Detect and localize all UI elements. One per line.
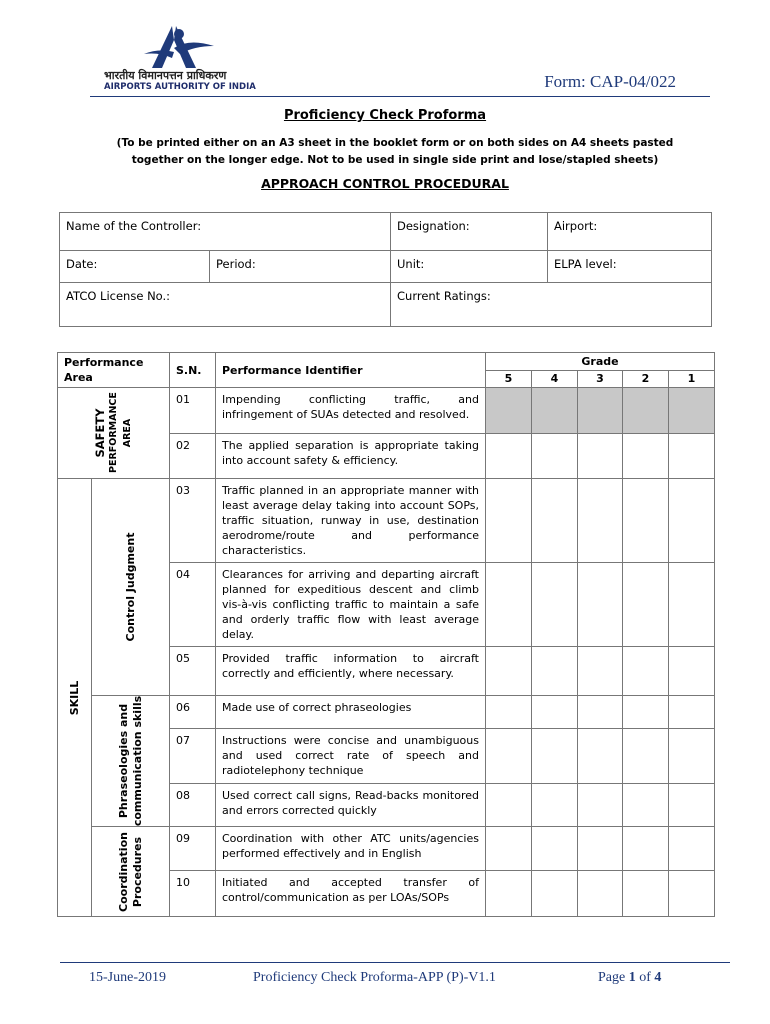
date-label: Date: (66, 257, 98, 271)
grade-cell[interactable] (669, 434, 715, 479)
grade-cell[interactable] (669, 647, 715, 696)
identifier-cell: Traffic planned in an appropriate manner with least average delay taking into account SOPs, traffic situation, runway in use, destination aerodrome/route and performance characteristics. (216, 479, 486, 563)
grade-cell[interactable] (669, 696, 715, 729)
designation-field[interactable] (391, 213, 548, 251)
elpa-label: ELPA level: (554, 257, 617, 271)
form-number: Form: CAP-04/022 (544, 72, 676, 91)
table-row (58, 388, 715, 434)
controller-name-field[interactable] (60, 213, 391, 251)
identifier-cell: Instructions were concise and unambiguous and used correct rate of speech and radiotelephony technique (216, 729, 486, 784)
grade-cell[interactable] (532, 479, 578, 563)
document-title: Proficiency Check Proforma (283, 108, 487, 123)
identifier-cell: Impending conflicting traffic, and infringement of SUAs detected and resolved. (216, 388, 486, 434)
col-performance-identifier: Performance Identifier (216, 353, 486, 388)
footer-page-number: Page 1 of 4 (598, 970, 662, 985)
controller-name-label: Name of the Controller: (66, 219, 202, 233)
period-label: Period: (216, 257, 256, 271)
identifier-cell: The applied separation is appropriate taking into account safety & efficiency. (216, 434, 486, 479)
ratings-label: Current Ratings: (397, 289, 491, 303)
grade-cell[interactable] (532, 388, 578, 434)
grade-cell[interactable] (623, 696, 669, 729)
grade-3-header: 3 (578, 370, 623, 388)
grade-cell[interactable] (669, 871, 715, 917)
grade-cell[interactable] (532, 434, 578, 479)
identifier-cell: Initiated and accepted transfer of control/communication as per LOAs/SOPs (216, 871, 486, 917)
grade-cell[interactable] (578, 729, 623, 784)
grade-cell[interactable] (532, 729, 578, 784)
grade-cell[interactable] (623, 729, 669, 784)
footer-doc-name: Proficiency Check Proforma-APP (P)-V1.1 (253, 970, 496, 985)
grade-cell[interactable] (486, 871, 532, 917)
footer-divider (60, 962, 730, 963)
table-row (58, 827, 715, 871)
grade-cell[interactable] (623, 871, 669, 917)
grade-cell[interactable] (578, 696, 623, 729)
grade-cell[interactable] (578, 871, 623, 917)
print-instructions: (To be printed either on an A3 sheet in the booklet form or on both sides on A4 sheets pasted together on the longer edge. Not to be used in single side print and lose/stapled sheets) (116, 137, 674, 166)
sn-cell: 08 (170, 784, 216, 827)
identifier-cell: Used correct call signs, Read-backs monitored and errors corrected quickly (216, 784, 486, 827)
sn-cell: 01 (170, 388, 216, 434)
period-field[interactable] (210, 251, 391, 283)
sn-cell: 03 (170, 479, 216, 563)
grade-cell[interactable] (578, 563, 623, 647)
grade-cell[interactable] (578, 784, 623, 827)
grade-1-header: 1 (669, 370, 715, 388)
grade-cell[interactable] (486, 729, 532, 784)
sn-cell: 10 (170, 871, 216, 917)
grade-cell[interactable] (532, 696, 578, 729)
grade-cell[interactable] (486, 563, 532, 647)
org-name-hindi: भारतीय विमानपत्तन प्राधिकरण (104, 69, 227, 82)
grade-cell[interactable] (623, 388, 669, 434)
grade-2-header: 2 (623, 370, 669, 388)
grade-cell[interactable] (486, 696, 532, 729)
grade-cell[interactable] (669, 388, 715, 434)
grade-cell[interactable] (532, 563, 578, 647)
sn-cell: 04 (170, 563, 216, 647)
col-sn: S.N. (170, 353, 216, 388)
ratings-field[interactable] (391, 283, 712, 327)
grade-cell[interactable] (669, 784, 715, 827)
license-field[interactable] (60, 283, 391, 327)
identifier-cell: Made use of correct phraseologies (216, 696, 486, 729)
grade-cell[interactable] (578, 647, 623, 696)
identifier-cell: Clearances for arriving and departing aircraft planned for expeditious descent and climb vis-à-vis conflicting traffic to maintain a safe and orderly traffic flow with least average delay. (216, 563, 486, 647)
sn-cell: 09 (170, 827, 216, 871)
grade-cell[interactable] (578, 827, 623, 871)
table-row (58, 696, 715, 729)
col-performance-area: Performance Area (58, 353, 170, 388)
identifier-cell: Provided traffic information to aircraft correctly and efficiently, where necessary. (216, 647, 486, 696)
sn-cell: 06 (170, 696, 216, 729)
aai-emblem-icon (134, 24, 224, 70)
aai-logo (104, 24, 254, 94)
grade-cell[interactable] (623, 784, 669, 827)
grade-cell[interactable] (486, 827, 532, 871)
grade-cell[interactable] (669, 729, 715, 784)
sn-cell: 05 (170, 647, 216, 696)
grade-cell[interactable] (623, 647, 669, 696)
subarea-phraseology: Phraseologies and communication skills (92, 696, 170, 827)
subarea-coordination: Coordination Procedures (92, 827, 170, 917)
grade-cell[interactable] (669, 479, 715, 563)
grade-cell[interactable] (578, 434, 623, 479)
grade-cell[interactable] (578, 479, 623, 563)
grade-cell[interactable] (486, 784, 532, 827)
area-skill: SKILL (58, 479, 92, 917)
org-name-english: AIRPORTS AUTHORITY OF INDIA (104, 82, 256, 92)
grade-cell[interactable] (623, 827, 669, 871)
section-title: APPROACH CONTROL PROCEDURAL (261, 176, 509, 191)
grade-cell[interactable] (532, 871, 578, 917)
grade-cell[interactable] (669, 827, 715, 871)
grade-cell[interactable] (532, 647, 578, 696)
performance-table (57, 352, 715, 917)
grade-cell[interactable] (623, 479, 669, 563)
grade-cell[interactable] (486, 479, 532, 563)
date-field[interactable] (60, 251, 210, 283)
license-label: ATCO License No.: (66, 289, 171, 303)
airport-label: Airport: (554, 219, 598, 233)
unit-label: Unit: (397, 257, 425, 271)
area-safety: SAFETY PERFORMANCE AREA (58, 388, 170, 479)
table-row (58, 479, 715, 563)
sn-cell: 02 (170, 434, 216, 479)
grade-4-header: 4 (532, 370, 578, 388)
col-grade: Grade (486, 353, 715, 371)
grade-cell[interactable] (532, 827, 578, 871)
header-divider (90, 96, 710, 97)
footer-date: 15-June-2019 (89, 970, 166, 985)
grade-cell[interactable] (669, 563, 715, 647)
grade-cell[interactable] (623, 434, 669, 479)
grade-5-header: 5 (486, 370, 532, 388)
grade-cell[interactable] (486, 388, 532, 434)
grade-cell[interactable] (486, 647, 532, 696)
unit-field[interactable] (391, 251, 548, 283)
sn-cell: 07 (170, 729, 216, 784)
grade-cell[interactable] (578, 388, 623, 434)
grade-cell[interactable] (486, 434, 532, 479)
identifier-cell: Coordination with other ATC units/agencies performed effectively and in English (216, 827, 486, 871)
grade-cell[interactable] (532, 784, 578, 827)
subarea-control-judgment: Control Judgment (92, 479, 170, 696)
designation-label: Designation: (397, 219, 470, 233)
grade-cell[interactable] (623, 563, 669, 647)
controller-info-table (59, 212, 712, 327)
elpa-field[interactable] (548, 251, 712, 283)
airport-field[interactable] (548, 213, 712, 251)
